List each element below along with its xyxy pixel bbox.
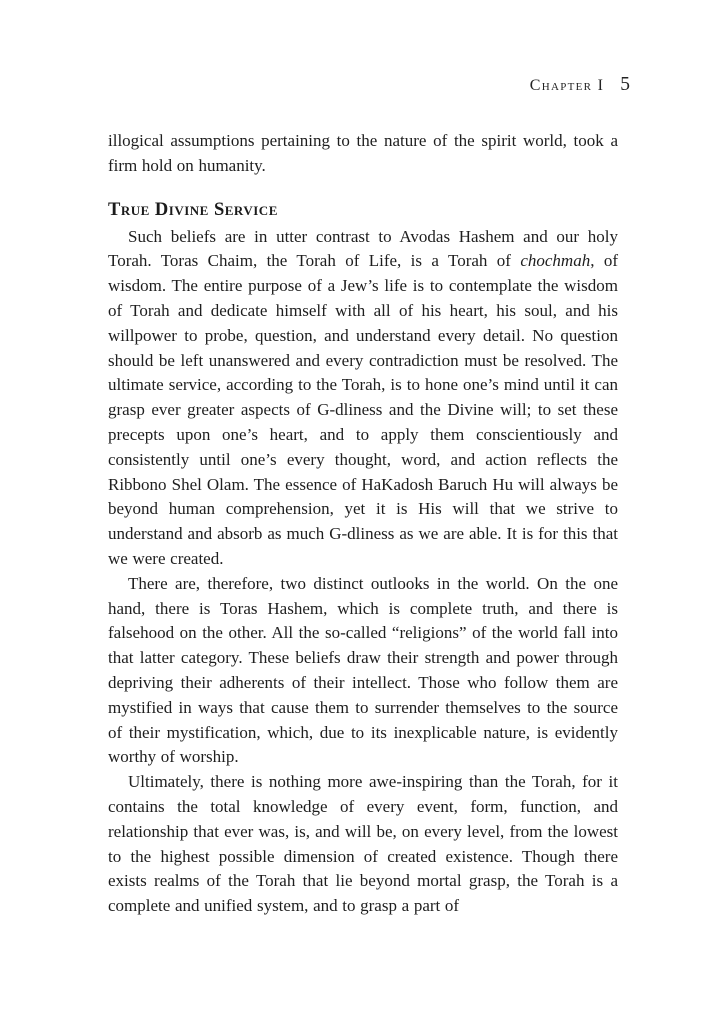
italic-term-chochmah: chochmah (520, 251, 591, 271)
paragraph-1-text-before: Such beliefs are in utter contrast to Avodas Hashem and our holy Torah. Toras Chaim, the Torah of Life, is a Torah of (108, 226, 618, 271)
section-heading: True Divine Service (108, 199, 278, 220)
paragraph-1-text-after: , of wisdom. The entire purpose of a Jew’s life is to contemplate the wisdom of Torah and dedicate himself with all of his heart, his soul, and his willpower to probe, question, and understand every detail. No question should be left unanswered and every contradiction must be resolved. The ultimate service, according to the Torah, is to hone one’s mind until it can grasp ever greater aspects of G-dliness and the Divine will; to set these precepts upon one’s heart, and to apply them conscientiously and consistently until one’s every thought, word, and action reflects the Ribbono Shel Olam. The essence of HaKadosh Baruch Hu will always be beyond human comprehension, yet it is His will that we strive to understand and absorb as much G-dliness as we are able. It is for this that we were created. (108, 251, 618, 568)
running-head (108, 74, 630, 96)
page-number: 5 (620, 74, 630, 95)
continuation-paragraph: illogical assumptions pertaining to the nature of the spirit world, took a firm hold on humanity. (108, 131, 618, 175)
paragraph-true-divine-service-3: Ultimately, there is nothing more awe-inspiring than the Torah, for it contains the total knowledge of every event, form, function, and relationship that ever was, is, and will be, on every level, from the lowest to the highest possible dimension of created existence. Though there exists realms of the Torah that lie beyond mortal grasp, the Torah is a complete and unified system, and to grasp a part of (108, 772, 618, 916)
chapter-label: Chapter I (529, 77, 605, 94)
text-block (108, 129, 618, 919)
paragraph-true-divine-service-1 (108, 225, 618, 572)
paragraph-true-divine-service-2: There are, therefore, two distinct outlooks in the world. On the one hand, there is Toras Hashem, which is complete truth, and there is falsehood on the other. All the so-called “religions” of the world fall into that latter category. These beliefs draw their strength and power through depriving their adherents of their intellect. Those who follow them are mystified in ways that cause them to surrender themselves to the source of their mystification, which, due to its inexplicable nature, is evidently worthy of worship. (108, 573, 618, 767)
